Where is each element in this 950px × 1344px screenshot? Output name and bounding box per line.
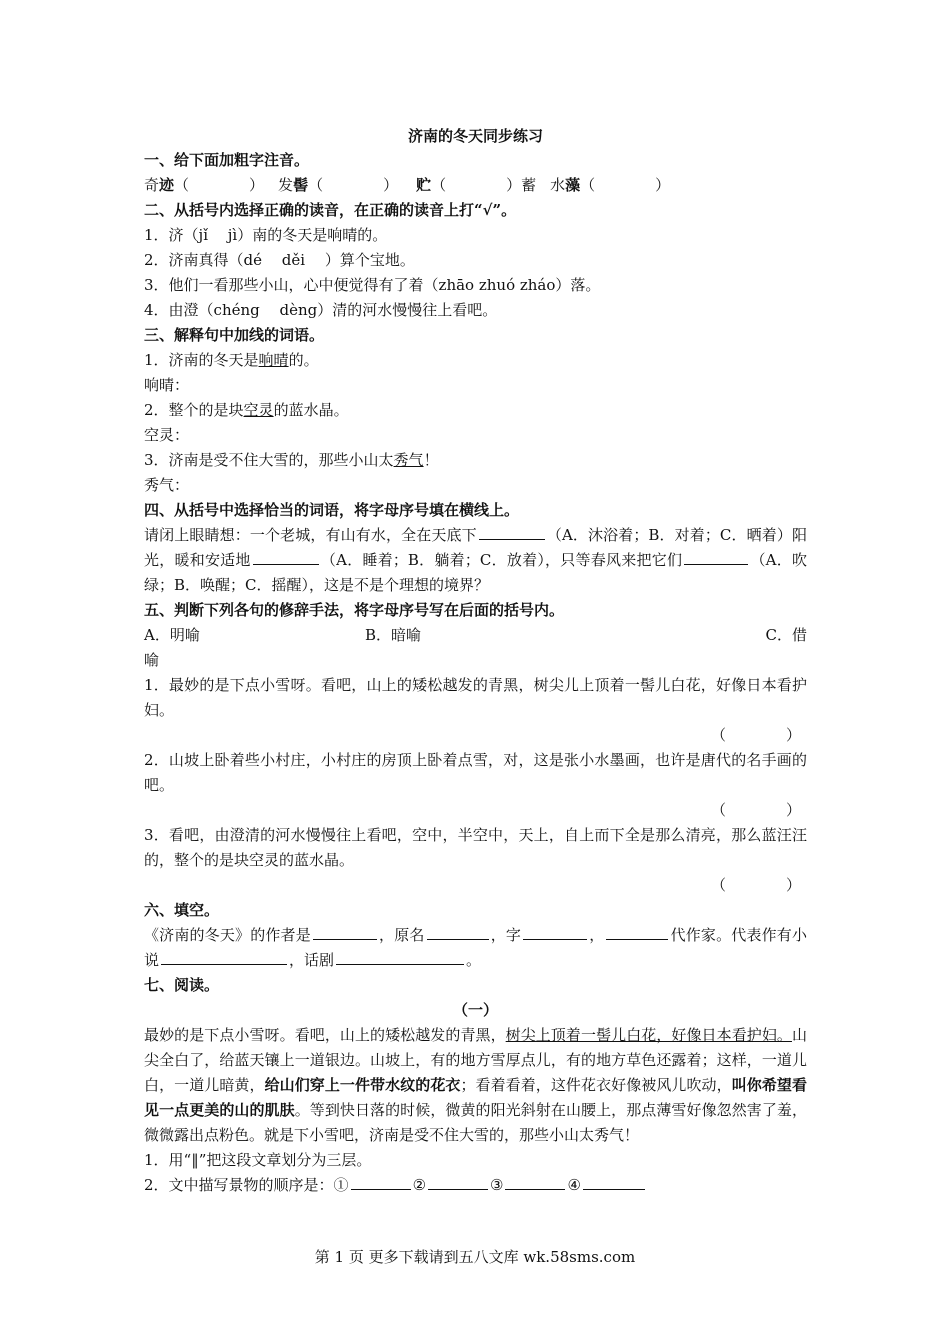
reading-passage: [144, 1023, 807, 1148]
reading-q1: 1．用“‖”把这段文章划分为三层。: [144, 1151, 372, 1169]
option-c-continued: 喻: [144, 651, 160, 669]
passage-text-1: 最妙的是下点小雪呀。看吧，山上的矮松越发的青黑，: [144, 1026, 506, 1044]
s6-text-3: ，字: [490, 926, 522, 944]
section-5-heading: 五、判断下列各句的修辞手法，将字母序号写在后面的括号内。: [144, 601, 565, 619]
section-3-q3: [144, 448, 807, 473]
item-4-bold: 藻: [565, 176, 581, 194]
section-4-paragraph: [144, 523, 807, 598]
item-2-bold: 髻: [293, 176, 309, 194]
order-blank-3[interactable]: [505, 1173, 565, 1190]
item-3-bold: 贮: [416, 176, 432, 194]
section-3-heading: 三、解释句中加线的词语。: [144, 326, 325, 344]
s6-text-7: 。: [466, 951, 482, 969]
order-mark-4: ④: [567, 1176, 581, 1194]
fill-blank-2[interactable]: [253, 548, 319, 565]
courtesy-name-blank[interactable]: [523, 923, 587, 940]
s4-text-2: （A．沐浴着；B．对着；C．晒着）阳光，暖和安适地: [144, 526, 807, 569]
reading-q2-text: 2．文中描写景物的顺序是：: [144, 1176, 334, 1194]
section-3-a1: 响晴：: [144, 376, 190, 394]
order-blank-1[interactable]: [351, 1173, 411, 1190]
section-6-heading: 六、填空。: [144, 901, 220, 919]
passage-text-4: 。等到快日落的时候，微黄的阳光斜射在山腰上，那点薄雪好像忽然害了羞，微微露出点粉色。就是下小雪吧，济南是受不住大雪的，那些小山太秀气！: [144, 1101, 807, 1144]
section-1-heading: 一、给下面加粗字注音。: [144, 151, 310, 169]
item-1-paren: （ ）: [174, 176, 265, 194]
original-name-blank[interactable]: [427, 923, 489, 940]
s4-text-1: 请闭上眼睛想：一个老城，有山有水，全在天底下: [144, 526, 477, 544]
author-blank[interactable]: [313, 923, 377, 940]
item-1-bold: 迹: [159, 176, 175, 194]
passage-bold-2: 叫你希望看见一点更美的山的肌肤: [144, 1076, 807, 1119]
fill-blank-3[interactable]: [684, 548, 748, 565]
passage-text-3: ；看着看着，这件花衣好像被风儿吹动，: [460, 1076, 732, 1094]
passage-text-2: 山尖全白了，给蓝天镶上一道银边。山坡上，有的地方雪厚点儿，有的地方草色还露着；这样，一道儿白，一道儿暗黄，: [144, 1026, 807, 1094]
section-7-heading: 七、阅读。: [144, 976, 220, 994]
section-3-a2: 空灵：: [144, 426, 190, 444]
s6-text-6: ，话剧: [289, 951, 335, 969]
option-c: C．借: [765, 626, 807, 644]
q3-text: 3．济南是受不住大雪的，那些小山太: [144, 451, 394, 469]
item-4-pre: 水: [550, 176, 566, 194]
q2-end: 的蓝水晶。: [273, 401, 349, 419]
section-5-q2: 2．山坡上卧着些小村庄，小村庄的房顶上卧着点雪，对，这是张小水墨画，也许是唐代的名手画的吧。: [144, 751, 807, 794]
era-blank[interactable]: [606, 923, 668, 940]
reading-subtitle: （一）: [452, 1001, 498, 1019]
section-2-heading: 二、从括号内选择正确的读音，在正确的读音上打“√”。: [144, 201, 517, 219]
section-1-items: [144, 173, 807, 198]
option-b: B．暗喻: [365, 626, 422, 644]
item-2-paren: （ ）: [308, 176, 399, 194]
s4-text-4: （A．吹绿；B．唤醒；C．摇醒），这是不是个理想的境界？: [144, 551, 807, 594]
order-blank-2[interactable]: [428, 1173, 488, 1190]
page-footer: 第 1 页 更多下载请到五八文库 wk.58sms.com: [314, 1248, 636, 1266]
worksheet-page: [144, 118, 807, 1198]
section-2-line-2: 2．济南真得（dé děi ）算个宝地。: [144, 251, 415, 269]
section-6-paragraph: [144, 923, 807, 973]
section-2-line-3: 3．他们一看那些小山，心中便觉得有了着（zhāo zhuó zháo）落。: [144, 276, 601, 294]
order-blank-4[interactable]: [583, 1173, 645, 1190]
passage-bold-1: 给山们穿上一件带水纹的花衣: [264, 1076, 461, 1094]
section-3-q2: [144, 398, 807, 423]
order-mark-1: ①: [333, 1176, 349, 1194]
q1-underlined-word: 响晴: [258, 351, 289, 369]
rhetoric-options: [144, 623, 807, 648]
passage-underlined: 树尖上顶着一髻儿白花，好像日本看护妇。: [505, 1026, 792, 1044]
novel-blank[interactable]: [161, 948, 287, 965]
fill-blank-1[interactable]: [479, 523, 545, 540]
page-title: 济南的冬天同步练习: [407, 127, 543, 145]
section-2-line-1: 1．济（jǐ jì）南的冬天是响晴的。: [144, 226, 388, 244]
order-mark-2: ②: [412, 1176, 427, 1194]
q3-underlined-word: 秀气: [393, 451, 424, 469]
item-2-pre: 发: [278, 176, 294, 194]
s6-text-5: 代作家。代表作有小说: [144, 926, 807, 969]
section-3-a3: 秀气：: [144, 476, 190, 494]
section-2-line-4: 4．由澄（chéng dèng）清的河水慢慢往上看吧。: [144, 301, 498, 319]
option-a: A．明喻: [144, 626, 200, 644]
answer-paren-2[interactable]: （ ）: [710, 801, 801, 819]
s6-text-4: ，: [589, 926, 605, 944]
s4-text-3: （A．睡着；B．躺着；C．放着），只等春风来把它们: [320, 551, 683, 569]
order-mark-3: ③: [490, 1176, 504, 1194]
answer-paren-3[interactable]: （ ）: [710, 876, 801, 894]
drama-blank[interactable]: [336, 948, 464, 965]
section-5-q3: 3．看吧，由澄清的河水慢慢往上看吧，空中，半空中，天上，自上而下全是那么清亮，那么蓝汪汪的，整个的是块空灵的蓝水晶。: [144, 826, 807, 869]
q2-underlined-word: 空灵: [243, 401, 274, 419]
q3-end: ！: [423, 451, 439, 469]
answer-paren-1[interactable]: （ ）: [710, 726, 801, 744]
s6-text-2: ，原名: [378, 926, 425, 944]
item-3-paren: （ ）蓄: [431, 176, 537, 194]
reading-q2: [144, 1173, 807, 1198]
item-1-pre: 奇: [144, 176, 160, 194]
s6-text-1: 《济南的冬天》的作者是: [144, 926, 311, 944]
q1-end: 的。: [288, 351, 319, 369]
section-3-q1: [144, 348, 807, 373]
q2-text: 2．整个的是块: [144, 401, 244, 419]
q1-text: 1．济南的冬天是: [144, 351, 259, 369]
section-5-q1: 1．最妙的是下点小雪呀。看吧，山上的矮松越发的青黑，树尖儿上顶着一髻儿白花，好像日本看护妇。: [144, 676, 807, 719]
section-4-heading: 四、从括号中选择恰当的词语，将字母序号填在横线上。: [144, 501, 520, 519]
item-4-paren: （ ）: [580, 176, 671, 194]
